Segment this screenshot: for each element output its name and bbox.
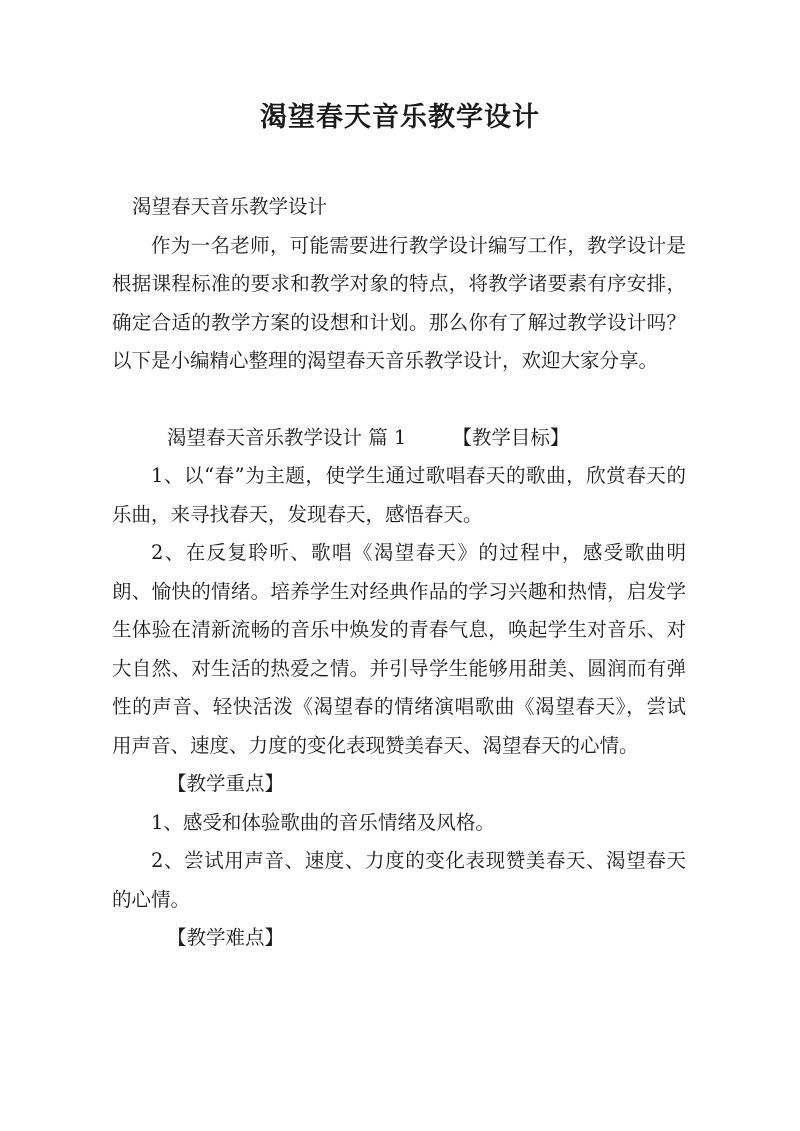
key-points-heading: 【教学重点】	[167, 772, 285, 795]
document-subtitle: 渴望春天音乐教学设计	[132, 195, 328, 218]
document-title: 渴望春天音乐教学设计	[260, 102, 540, 133]
difficulties-heading: 【教学难点】	[167, 926, 285, 949]
key-point-item-1: 1、感受和体验歌曲的音乐情绪及风格。	[151, 810, 495, 834]
intro-paragraph: 作为一名老师，可能需要进行教学设计编写工作，教学设计是根据课程标准的要求和教学对象的特点，将教学诸要素有序安排，确定合适的教学方案的设想和计划。那么你有了解过教学设计吗？以下是小编精心整理的渴望春天音乐教学设计，欢迎大家分享。	[112, 233, 686, 372]
objectives-heading: 【教学目标】	[452, 425, 570, 449]
section-line	[112, 419, 686, 458]
section-title: 渴望春天音乐教学设计 篇 1	[167, 425, 407, 449]
paragraph-spacer	[112, 381, 686, 419]
objective-item-1: 1、以“春”为主题，使学生通过歌唱春天的歌曲，欣赏春天的乐曲，来寻找春天，发现春天，感悟春天。	[112, 464, 686, 526]
document-body	[112, 188, 686, 958]
key-point-item-2: 2、尝试用声音、速度、力度的变化表现赞美春天、渴望春天的心情。	[112, 849, 686, 911]
objective-item-2: 2、在反复聆听、歌唱《渴望春天》的过程中，感受歌曲明朗、愉快的情绪。培养学生对经典作品的学习兴趣和热情，启发学生体验在清新流畅的音乐中焕发的青春气息，唤起学生对音乐、对大自然、对生活的热爱之情。并引导学生能够用甜美、圆润而有弹性的声音、轻快活泼《渴望春的情绪演唱歌曲《渴望春天》，尝试用声音、速度、力度的变化表现赞美春天、渴望春天的心情。	[112, 541, 686, 757]
